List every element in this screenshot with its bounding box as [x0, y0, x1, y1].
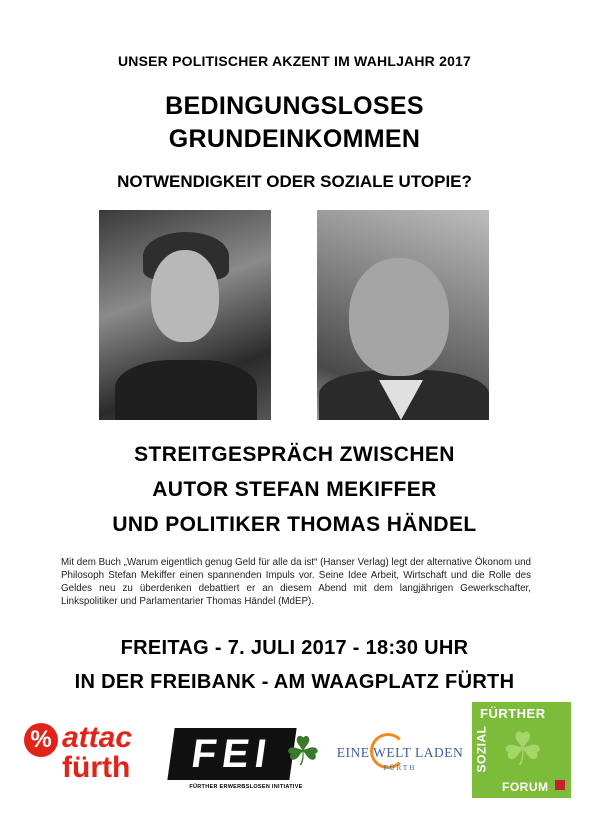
fsf-line-2: SOZIAL: [474, 725, 489, 773]
speakers-line-2: AUTOR STEFAN MEKIFFER: [152, 478, 437, 501]
speakers-line-3: UND POLITIKER THOMAS HÄNDEL: [112, 513, 477, 536]
ewl-city: FÜRTH: [383, 764, 417, 772]
event-venue: IN DER FREIBANK - AM WAAGPLATZ FÜRTH: [74, 671, 515, 693]
event-details: [0, 631, 589, 699]
event-subtitle: NOTWENDIGKEIT ODER SOZIALE UTOPIE?: [117, 172, 472, 191]
title-line-2: GRUNDEINKOMMEN: [168, 125, 421, 153]
clover-icon: ☘: [285, 730, 321, 774]
fsf-line-1: FÜRTHER: [480, 706, 546, 721]
clover-icon: ☘: [502, 723, 544, 775]
portrait-thomas-haendel: [317, 210, 489, 420]
fei-caption: FÜRTHER ERWERBSLOSEN INITIATIVE: [189, 784, 303, 790]
red-square: [555, 780, 565, 790]
title-line-1: BEDINGUNGSLOSES: [165, 92, 424, 120]
attac-logo-city: fürth: [62, 751, 131, 784]
attac-logo-text: attac: [62, 721, 133, 754]
event-title: [0, 90, 589, 156]
fsf-line-3: FORUM: [502, 780, 549, 794]
ewl-name: EINE WELT LADEN: [336, 745, 464, 760]
fei-mark: FEI: [167, 728, 296, 780]
attac-swoosh-icon: %: [24, 723, 58, 757]
attac-fuerth-logo: [24, 721, 154, 791]
speakers-heading: [0, 437, 589, 542]
fei-logo: [171, 728, 331, 796]
fuerther-sozialforum-logo: [472, 702, 571, 798]
kicker-line: UNSER POLITISCHER AKZENT IM WAHLJAHR 2017: [117, 53, 472, 69]
speakers-line-1: STREITGESPRÄCH ZWISCHEN: [134, 443, 455, 466]
event-description: Mit dem Buch „Warum eigentlich genug Geld für alle da ist“ (Hanser Verlag) legt der alternative Ökonom und Philosoph Stefan Mekiffer einen spannenden Impuls vor. Seine Idee Arbeit, Wirtschaft und die Rolle des Geldes neu zu überdenken debattiert er an diesem Abend mit dem langjährigen Gewerkschafter, Linkspolitiker und Parlamentarier Thomas Händel (MdEP).: [61, 557, 531, 607]
eine-welt-laden-logo: [330, 739, 470, 784]
portrait-stefan-mekiffer: [99, 210, 271, 420]
event-date-time: FREITAG - 7. JULI 2017 - 18:30 UHR: [120, 637, 469, 659]
